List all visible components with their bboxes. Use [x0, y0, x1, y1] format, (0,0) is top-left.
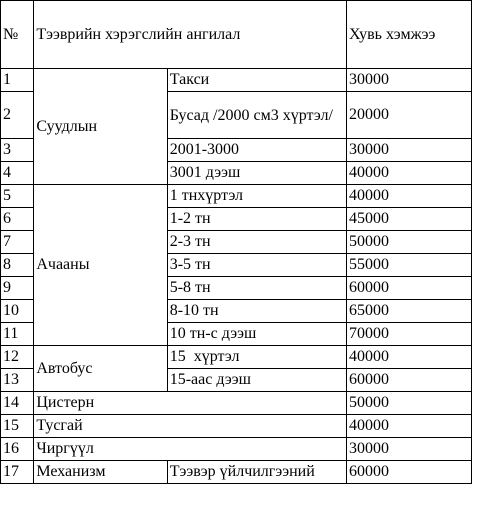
row-subcategory: 5-8 тн: [167, 277, 346, 300]
row-category: Тусгай: [34, 415, 347, 438]
row-no: 11: [1, 323, 34, 346]
row-amount: 65000: [346, 300, 471, 323]
row-amount: 40000: [346, 185, 471, 208]
header-category: Тээврийн хэрэгслийн ангилал: [34, 1, 347, 69]
table-row: [1, 415, 472, 438]
row-amount: 20000: [346, 92, 471, 139]
row-no: 12: [1, 346, 34, 369]
row-amount: 40000: [346, 415, 471, 438]
row-amount: 60000: [346, 461, 471, 484]
header-no: №: [1, 1, 34, 69]
row-amount: 40000: [346, 346, 471, 369]
row-subcategory: 1 тнхүртэл: [167, 185, 346, 208]
row-subcategory: 3001 дээш: [167, 162, 346, 185]
table-row: [1, 185, 472, 208]
table-row: [1, 438, 472, 461]
header-row: [1, 1, 472, 69]
row-no: 13: [1, 369, 34, 392]
row-subcategory: 10 тн-с дээш: [167, 323, 346, 346]
row-amount: 55000: [346, 254, 471, 277]
row-amount: 45000: [346, 208, 471, 231]
row-no: 5: [1, 185, 34, 208]
row-subcategory: 1-2 тн: [167, 208, 346, 231]
row-no: 4: [1, 162, 34, 185]
row-no: 10: [1, 300, 34, 323]
row-amount: 40000: [346, 162, 471, 185]
row-no: 17: [1, 461, 34, 484]
row-amount: 60000: [346, 277, 471, 300]
header-amount: Хувь хэмжээ: [346, 1, 471, 69]
row-amount: 60000: [346, 369, 471, 392]
row-no: 14: [1, 392, 34, 415]
row-subcategory: 3-5 тн: [167, 254, 346, 277]
row-subcategory: 15-аас дээш: [167, 369, 346, 392]
table-row: [1, 392, 472, 415]
row-no: 1: [1, 69, 34, 92]
table-row: [1, 69, 472, 92]
row-no: 2: [1, 92, 34, 139]
row-subcategory: 8-10 тн: [167, 300, 346, 323]
row-category: Чиргүүл: [34, 438, 347, 461]
row-category: Механизм: [34, 461, 167, 484]
row-no: 8: [1, 254, 34, 277]
row-no: 3: [1, 139, 34, 162]
row-no: 16: [1, 438, 34, 461]
row-amount: 30000: [346, 139, 471, 162]
row-category: Цистерн: [34, 392, 347, 415]
row-amount: 70000: [346, 323, 471, 346]
row-amount: 30000: [346, 69, 471, 92]
row-subcategory: Тээвэр үйлчилгээний: [167, 461, 346, 484]
row-subcategory: Бусад /2000 см3 хүртэл/: [167, 92, 346, 139]
row-amount: 30000: [346, 438, 471, 461]
row-subcategory: 15 хүртэл: [167, 346, 346, 369]
row-no: 7: [1, 231, 34, 254]
row-amount: 50000: [346, 392, 471, 415]
row-no: 15: [1, 415, 34, 438]
row-subcategory: 2-3 тн: [167, 231, 346, 254]
row-subcategory: Такси: [167, 69, 346, 92]
group-passenger: Суудлын: [34, 69, 167, 185]
table-row: [1, 461, 472, 484]
table-row: [1, 346, 472, 369]
row-subcategory: 2001-3000: [167, 139, 346, 162]
row-no: 6: [1, 208, 34, 231]
group-cargo: Ачааны: [34, 185, 167, 346]
row-amount: 50000: [346, 231, 471, 254]
group-bus: Автобус: [34, 346, 167, 392]
row-no: 9: [1, 277, 34, 300]
